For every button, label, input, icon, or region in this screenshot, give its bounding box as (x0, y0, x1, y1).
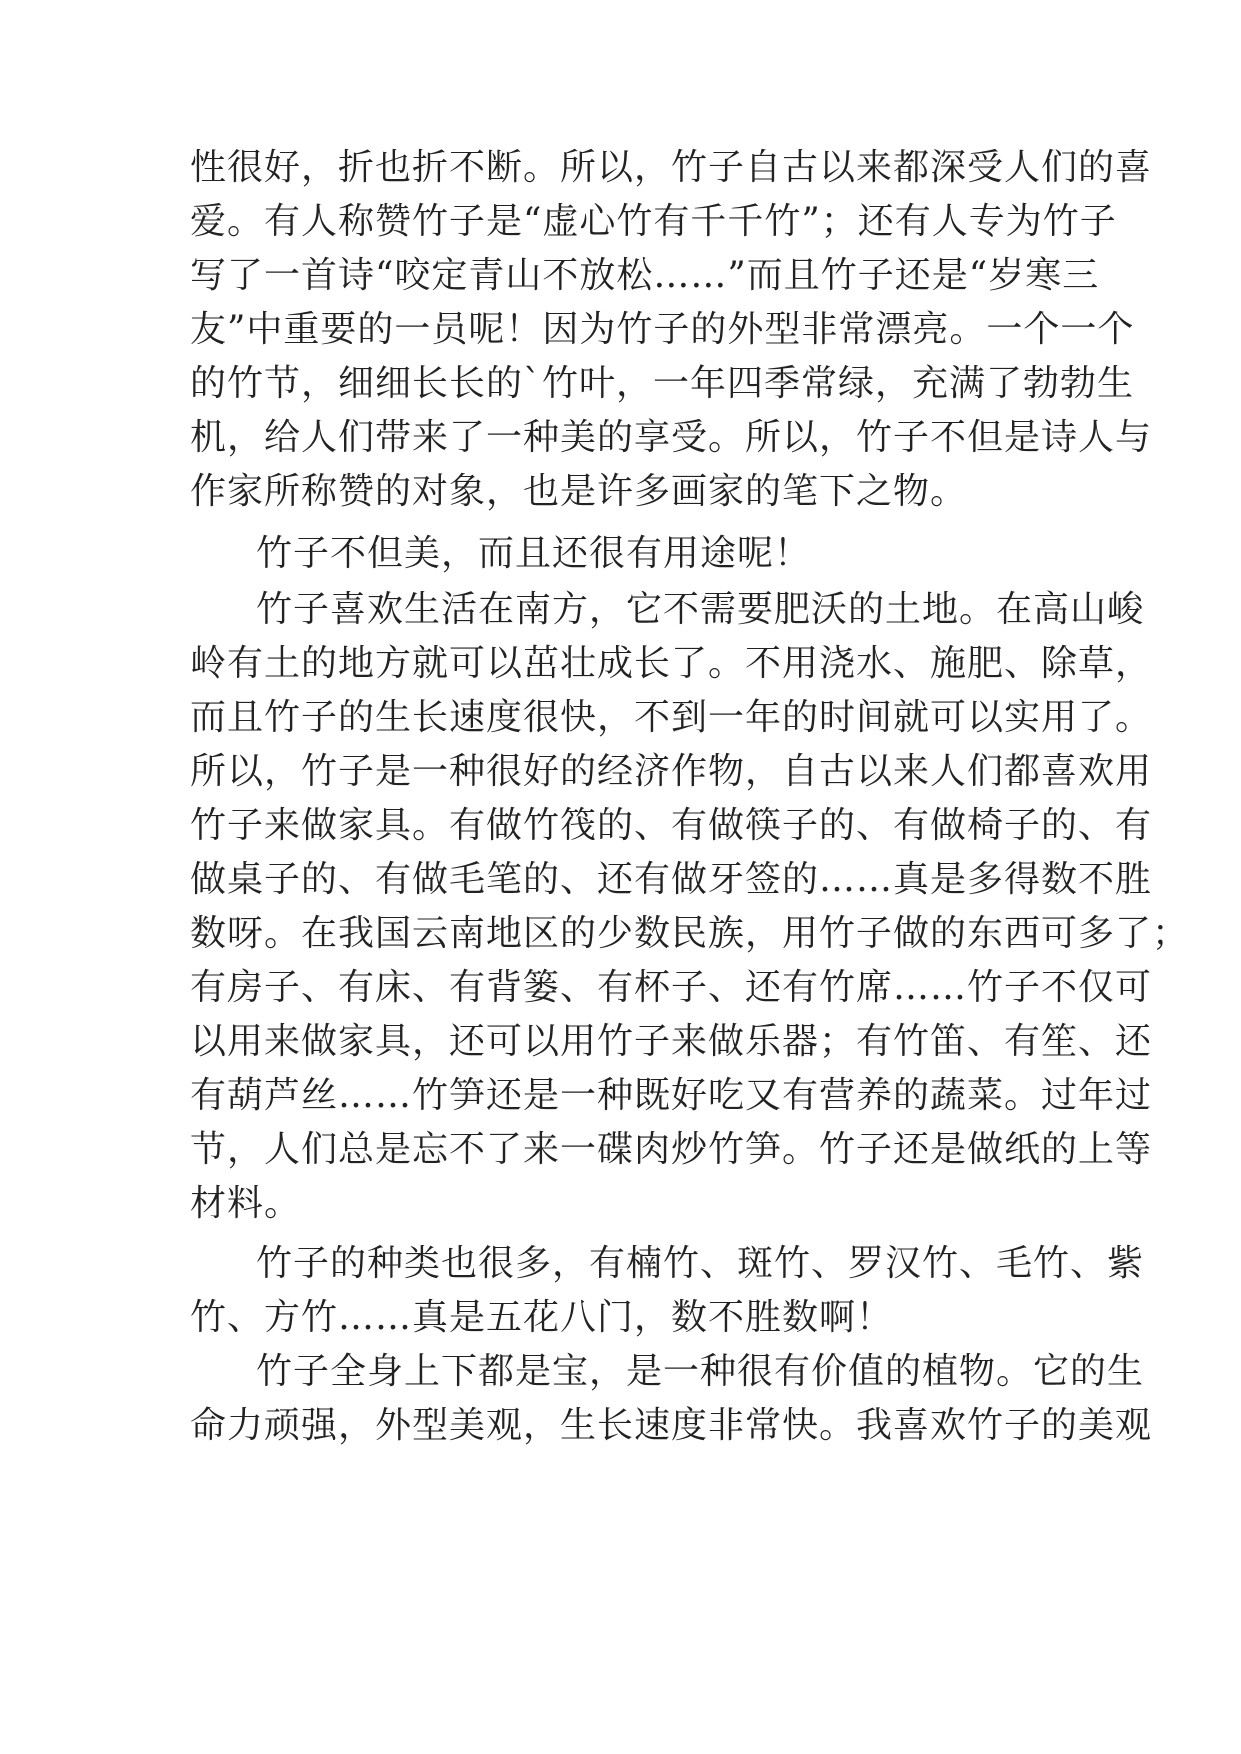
text-line: 竹子来做家具。有做竹筏的、有做筷子的、有做椅子的、有 (190, 805, 1153, 846)
document-page (190, 0, 1190, 1754)
text-line: 材料。 (190, 1183, 302, 1224)
text-line: 以用来做家具，还可以用竹子来做乐器；有竹笛、有笙、还 (190, 1021, 1153, 1062)
text-line: 节，人们总是忘不了来一碟肉炒竹笋。竹子还是做纸的上等 (190, 1129, 1153, 1170)
text-line: 所以，竹子是一种很好的经济作物，自古以来人们都喜欢用 (190, 751, 1153, 792)
text-line: 数呀。在我国云南地区的少数民族，用竹子做的东西可多了； (190, 913, 1190, 954)
paragraph-first-line: 竹子喜欢生活在南方，它不需要肥沃的土地。在高山峻 (256, 589, 1145, 630)
text-line: 性很好，折也折不断。所以，竹子自古以来都深受人们的喜 (190, 147, 1153, 188)
text-line: 有房子、有床、有背篓、有杯子、还有竹席……竹子不仅可 (190, 967, 1153, 1008)
text-line: 有葫芦丝……竹笋还是一种既好吃又有营养的蔬菜。过年过 (190, 1075, 1153, 1116)
paragraph-first-line: 竹子的种类也很多，有楠竹、斑竹、罗汉竹、毛竹、紫 (256, 1243, 1145, 1284)
text-line: 作家所称赞的对象，也是许多画家的笔下之物。 (190, 471, 968, 512)
text-line: 做桌子的、有做毛笔的、还有做牙签的……真是多得数不胜 (190, 859, 1153, 900)
paragraph-first-line: 竹子不但美，而且还很有用途呢！ (256, 533, 812, 574)
text-line: 命力顽强，外型美观，生长速度非常快。我喜欢竹子的美观 (190, 1405, 1153, 1446)
text-line: 爱。有人称赞竹子是“虚心竹有千千竹”；还有人专为竹子 (190, 201, 1117, 242)
paragraph-first-line: 竹子全身上下都是宝，是一种很有价值的植物。它的生 (256, 1351, 1145, 1392)
text-line: 岭有土的地方就可以茁壮成长了。不用浇水、施肥、除草， (190, 643, 1153, 684)
text-line: 写了一首诗“咬定青山不放松……”而且竹子还是“岁寒三 (190, 255, 1100, 296)
text-line: 机，给人们带来了一种美的享受。所以，竹子不但是诗人与 (190, 417, 1153, 458)
text-line: 竹、方竹……真是五花八门，数不胜数啊！ (190, 1297, 894, 1338)
text-line: 友”中重要的一员呢！因为竹子的外型非常漂亮。一个一个 (190, 309, 1135, 350)
text-line: 而且竹子的生长速度很快，不到一年的时间就可以实用了。 (190, 697, 1153, 738)
text-line: 的竹节，细细长长的`竹叶，一年四季常绿，充满了勃勃生 (190, 363, 1135, 404)
